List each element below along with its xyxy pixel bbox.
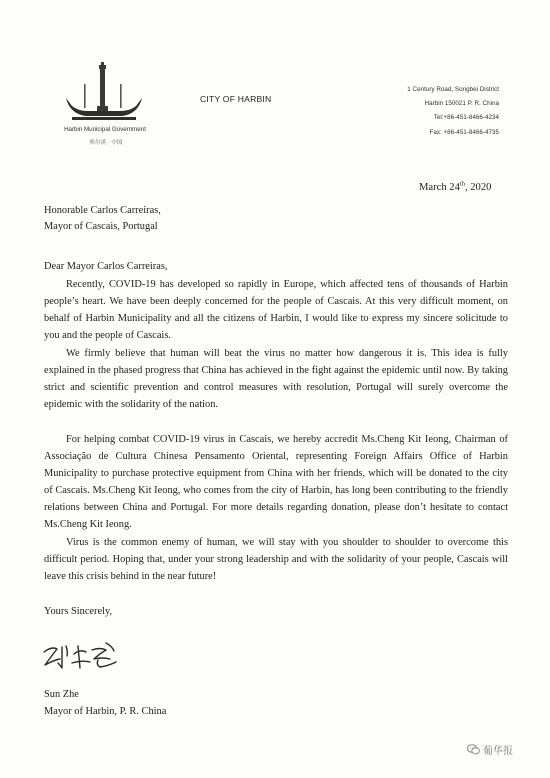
body-paragraph: Recently, COVID-19 has developed so rapidly in Europe, which affected tens of thousands of Harbin people’s heart. We have been deeply concerned for the people of Cascais. At this very difficult moment, on behalf of Harbin Municipality and all the citizens of Harbin, I would like to express my sincere solicitude to you and the people of Cascais. [44, 279, 508, 341]
date-year: , 2020 [464, 182, 492, 193]
watermark [467, 742, 513, 757]
recipient-title: Mayor of Cascais, Portugal [44, 221, 158, 232]
letter-date [419, 182, 491, 193]
date-suffix: th [459, 180, 465, 188]
harbin-logo [50, 62, 162, 148]
fax-line: Fax: +86-451-8466-4735 [429, 128, 499, 136]
body-paragraph: Virus is the common enemy of human, we will stay with you shoulder to shoulder to overcome this difficult period. Hoping that, under your strong leadership and with the solidarity of your people, Cascais will leave this crisis behind in the near future! [44, 537, 508, 582]
watermark-text: 葡华报 [483, 746, 513, 757]
date-day: March 24 [419, 182, 460, 193]
logo-caption-en: Harbin Municipal Government [64, 126, 146, 133]
handwritten-signature [40, 638, 130, 672]
recipient-name: Honorable Carlos Carreiras, [44, 205, 161, 216]
monument-icon [64, 62, 144, 124]
body-paragraph: We firmly believe that human will beat the virus no matter how dangerous it is. This idea is fully explained in the phased progress that China has achieved in the fight against the epidemic until now. By taking strict and scientific prevention and control measures with resolution, Portugal will surely overcome the epidemic with the solidarity of the nation. [44, 348, 508, 410]
signer-title: Mayor of Harbin, P. R. China [44, 706, 167, 717]
closing: Yours Sincerely, [44, 606, 113, 617]
address-line: 1 Century Road, Songbei District [407, 86, 499, 93]
wechat-icon [467, 744, 480, 755]
signer-block [44, 686, 166, 720]
salutation: Dear Mayor Carlos Carreiras, [44, 261, 168, 272]
city-title: CITY OF HARBIN [200, 94, 272, 104]
logo-caption-cn: 哈尔滨 · 中国 [89, 140, 123, 146]
address-line: Harbin 150021 P. R. China [424, 100, 499, 108]
address-block [407, 83, 499, 140]
phone-line: Tel:+86-451-8466-4234 [433, 114, 499, 122]
recipient-block [44, 203, 161, 235]
body-paragraph: For helping combat COVID-19 virus in Cascais, we hereby accredit Ms.Cheng Kit Ieong, Chairman of Associação de Cultura Chinesa Pensamento Oriental, representing Foreign Affairs Office of Harbin Municipality to purchase protective equipment from China with her friends, which will be donated to the city of Cascais. Ms.Cheng Kit Ieong, who comes from the city of Harbin, has long been contributing to the friendly relations between China and Portugal. For more details regarding donation, please don’t hesitate to contact Ms.Cheng Kit Ieong. [44, 434, 508, 530]
signer-name: Sun Zhe [44, 689, 79, 700]
